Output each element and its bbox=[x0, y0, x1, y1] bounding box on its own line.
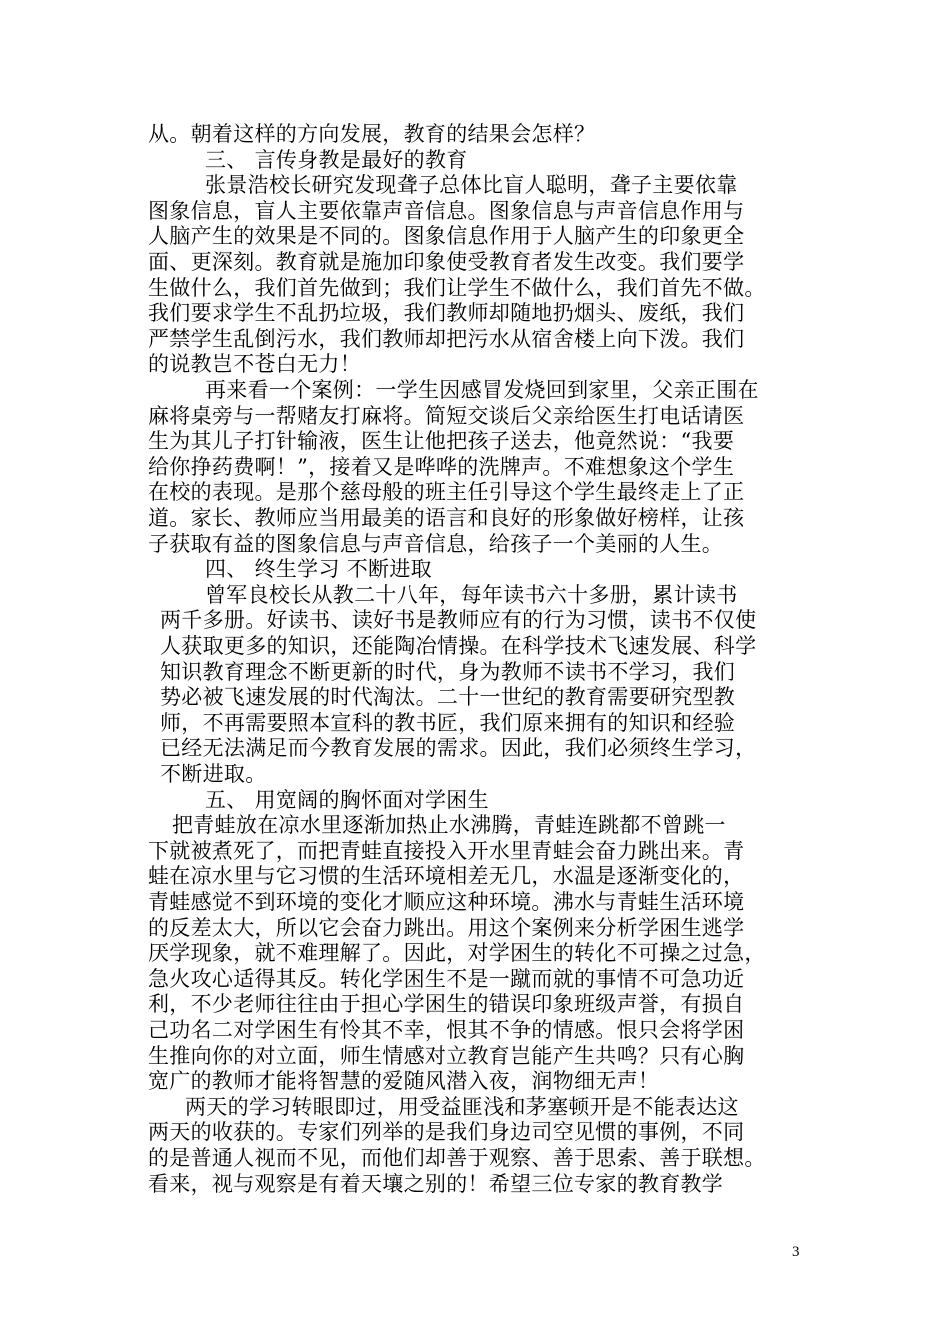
page-number: 3 bbox=[792, 1244, 800, 1260]
text-line: 我们要求学生不乱扔垃圾，我们教师却随地扔烟头、废纸，我们 bbox=[148, 301, 745, 326]
text-line: 已经无法满足而今教育发展的需求。因此，我们必须终生学习， bbox=[160, 736, 757, 761]
text-line: 两天的收获的。专家们列举的是我们身边司空见惯的事例，不同 bbox=[148, 1120, 745, 1145]
text-line: 不断进取。 bbox=[160, 762, 267, 786]
text-line: 势必被飞速发展的时代淘汰。二十一世纪的教育需要研究型教 bbox=[160, 685, 736, 710]
text-line: 在校的表现。是那个慈母般的班主任引导这个学生最终走上了正 bbox=[148, 480, 745, 505]
text-line: 宽广的教师才能将智慧的爱随风潜入夜，润物细无声！ bbox=[148, 1069, 660, 1094]
text-line: 生推向你的对立面，师生情感对立教育岂能产生共鸣？只有心胸 bbox=[148, 1043, 745, 1068]
text-line: 厌学现象，就不难理解了。因此，对学困生的转化不可操之过急， bbox=[148, 941, 766, 966]
text-line: 生做什么，我们首先做到；我们让学生不做什么，我们首先不做。 bbox=[148, 275, 766, 300]
text-line: 生为其儿子打针输液，医生让他把孩子送去，他竟然说：“我要 bbox=[148, 429, 735, 454]
text-line: 张景浩校长研究发现聋子总体比盲人聪明，聋子主要依靠 bbox=[205, 173, 738, 198]
section-heading: 五、 用宽阔的胸怀面对学困生 bbox=[205, 787, 489, 812]
text-line: 利，不少老师往往由于担心学困生的错误印象班级声誉，有损自 bbox=[148, 992, 745, 1017]
text-line: 从。朝着这样的方向发展，教育的结果会怎样？ bbox=[148, 122, 596, 146]
text-line: 看来，视与观察是有着天壤之别的！希望三位专家的教育教学 bbox=[148, 1171, 724, 1196]
text-line: 两天的学习转眼即过，用受益匪浅和茅塞顿开是不能表达这 bbox=[185, 1094, 739, 1119]
text-line: 人获取更多的知识，还能陶冶情操。在科学技术飞速发展、科学 bbox=[160, 634, 757, 658]
text-line: 给你挣药费啊！”，接着又是哗哗的洗牌声。不难想象这个学生 bbox=[148, 454, 735, 479]
text-line: 再来看一个案例：一学生因感冒发烧回到家里，父亲正围在 bbox=[205, 378, 759, 402]
text-line: 知识教育理念不断更新的时代，身为教师不读书不学习，我们 bbox=[160, 659, 736, 684]
section-heading: 四、 终生学习 不断进取 bbox=[205, 557, 432, 582]
text-line: 蛙在凉水里与它习惯的生活环境相差无几，水温是逐渐变化的， bbox=[148, 864, 745, 889]
text-line: 人脑产生的效果是不同的。图象信息作用于人脑产生的印象更全 bbox=[148, 224, 745, 249]
text-line: 把青蛙放在凉水里逐渐加热止水沸腾，青蛙连跳都不曾跳一 bbox=[172, 813, 726, 838]
text-line: 面、更深刻。教育就是施加印象使受教育者发生改变。我们要学 bbox=[148, 250, 745, 274]
text-line: 严禁学生乱倒污水，我们教师却把污水从宿舍楼上向下泼。我们 bbox=[148, 326, 745, 351]
section-heading: 三、 言传身教是最好的教育 bbox=[205, 147, 468, 172]
text-line: 的是普通人视而不见，而他们却善于观察、善于思索、善于联想。 bbox=[148, 1146, 766, 1170]
text-line: 青蛙感觉不到环境的变化才顺应这种环境。沸水与青蛙生活环境 bbox=[148, 890, 745, 914]
text-line: 曾军良校长从教二十八年，每年读书六十多册，累计读书 bbox=[205, 582, 738, 607]
text-line: 子获取有益的图象信息与声音信息，给孩子一个美丽的人生。 bbox=[148, 531, 724, 556]
text-line: 两千多册。好读书、读好书是教师应有的行为习惯，读书不仅使 bbox=[160, 608, 757, 633]
text-line: 师，不再需要照本宣科的教书匠，我们原来拥有的知识和经验 bbox=[160, 710, 736, 735]
text-line: 急火攻心适得其反。转化学困生不是一蹴而就的事情不可急功近 bbox=[148, 966, 745, 991]
text-line: 的反差太大，所以它会奋力跳出。用这个案例来分析学困生逃学 bbox=[148, 915, 745, 940]
text-line: 的说教岂不苍白无力！ bbox=[148, 352, 361, 377]
text-line: 麻将桌旁与一帮赌友打麻将。简短交谈后父亲给医生打电话请医 bbox=[148, 403, 745, 428]
text-line: 道。家长、教师应当用最美的语言和良好的形象做好榜样，让孩 bbox=[148, 506, 745, 530]
text-line: 下就被煮死了，而把青蛙直接投入开水里青蛙会奋力跳出来。青 bbox=[148, 838, 745, 863]
text-line: 己功名二对学困生有怜其不幸，恨其不争的情感。恨只会将学困 bbox=[148, 1018, 745, 1042]
text-line: 图象信息，盲人主要依靠声音信息。图象信息与声音信息作用与 bbox=[148, 198, 745, 223]
